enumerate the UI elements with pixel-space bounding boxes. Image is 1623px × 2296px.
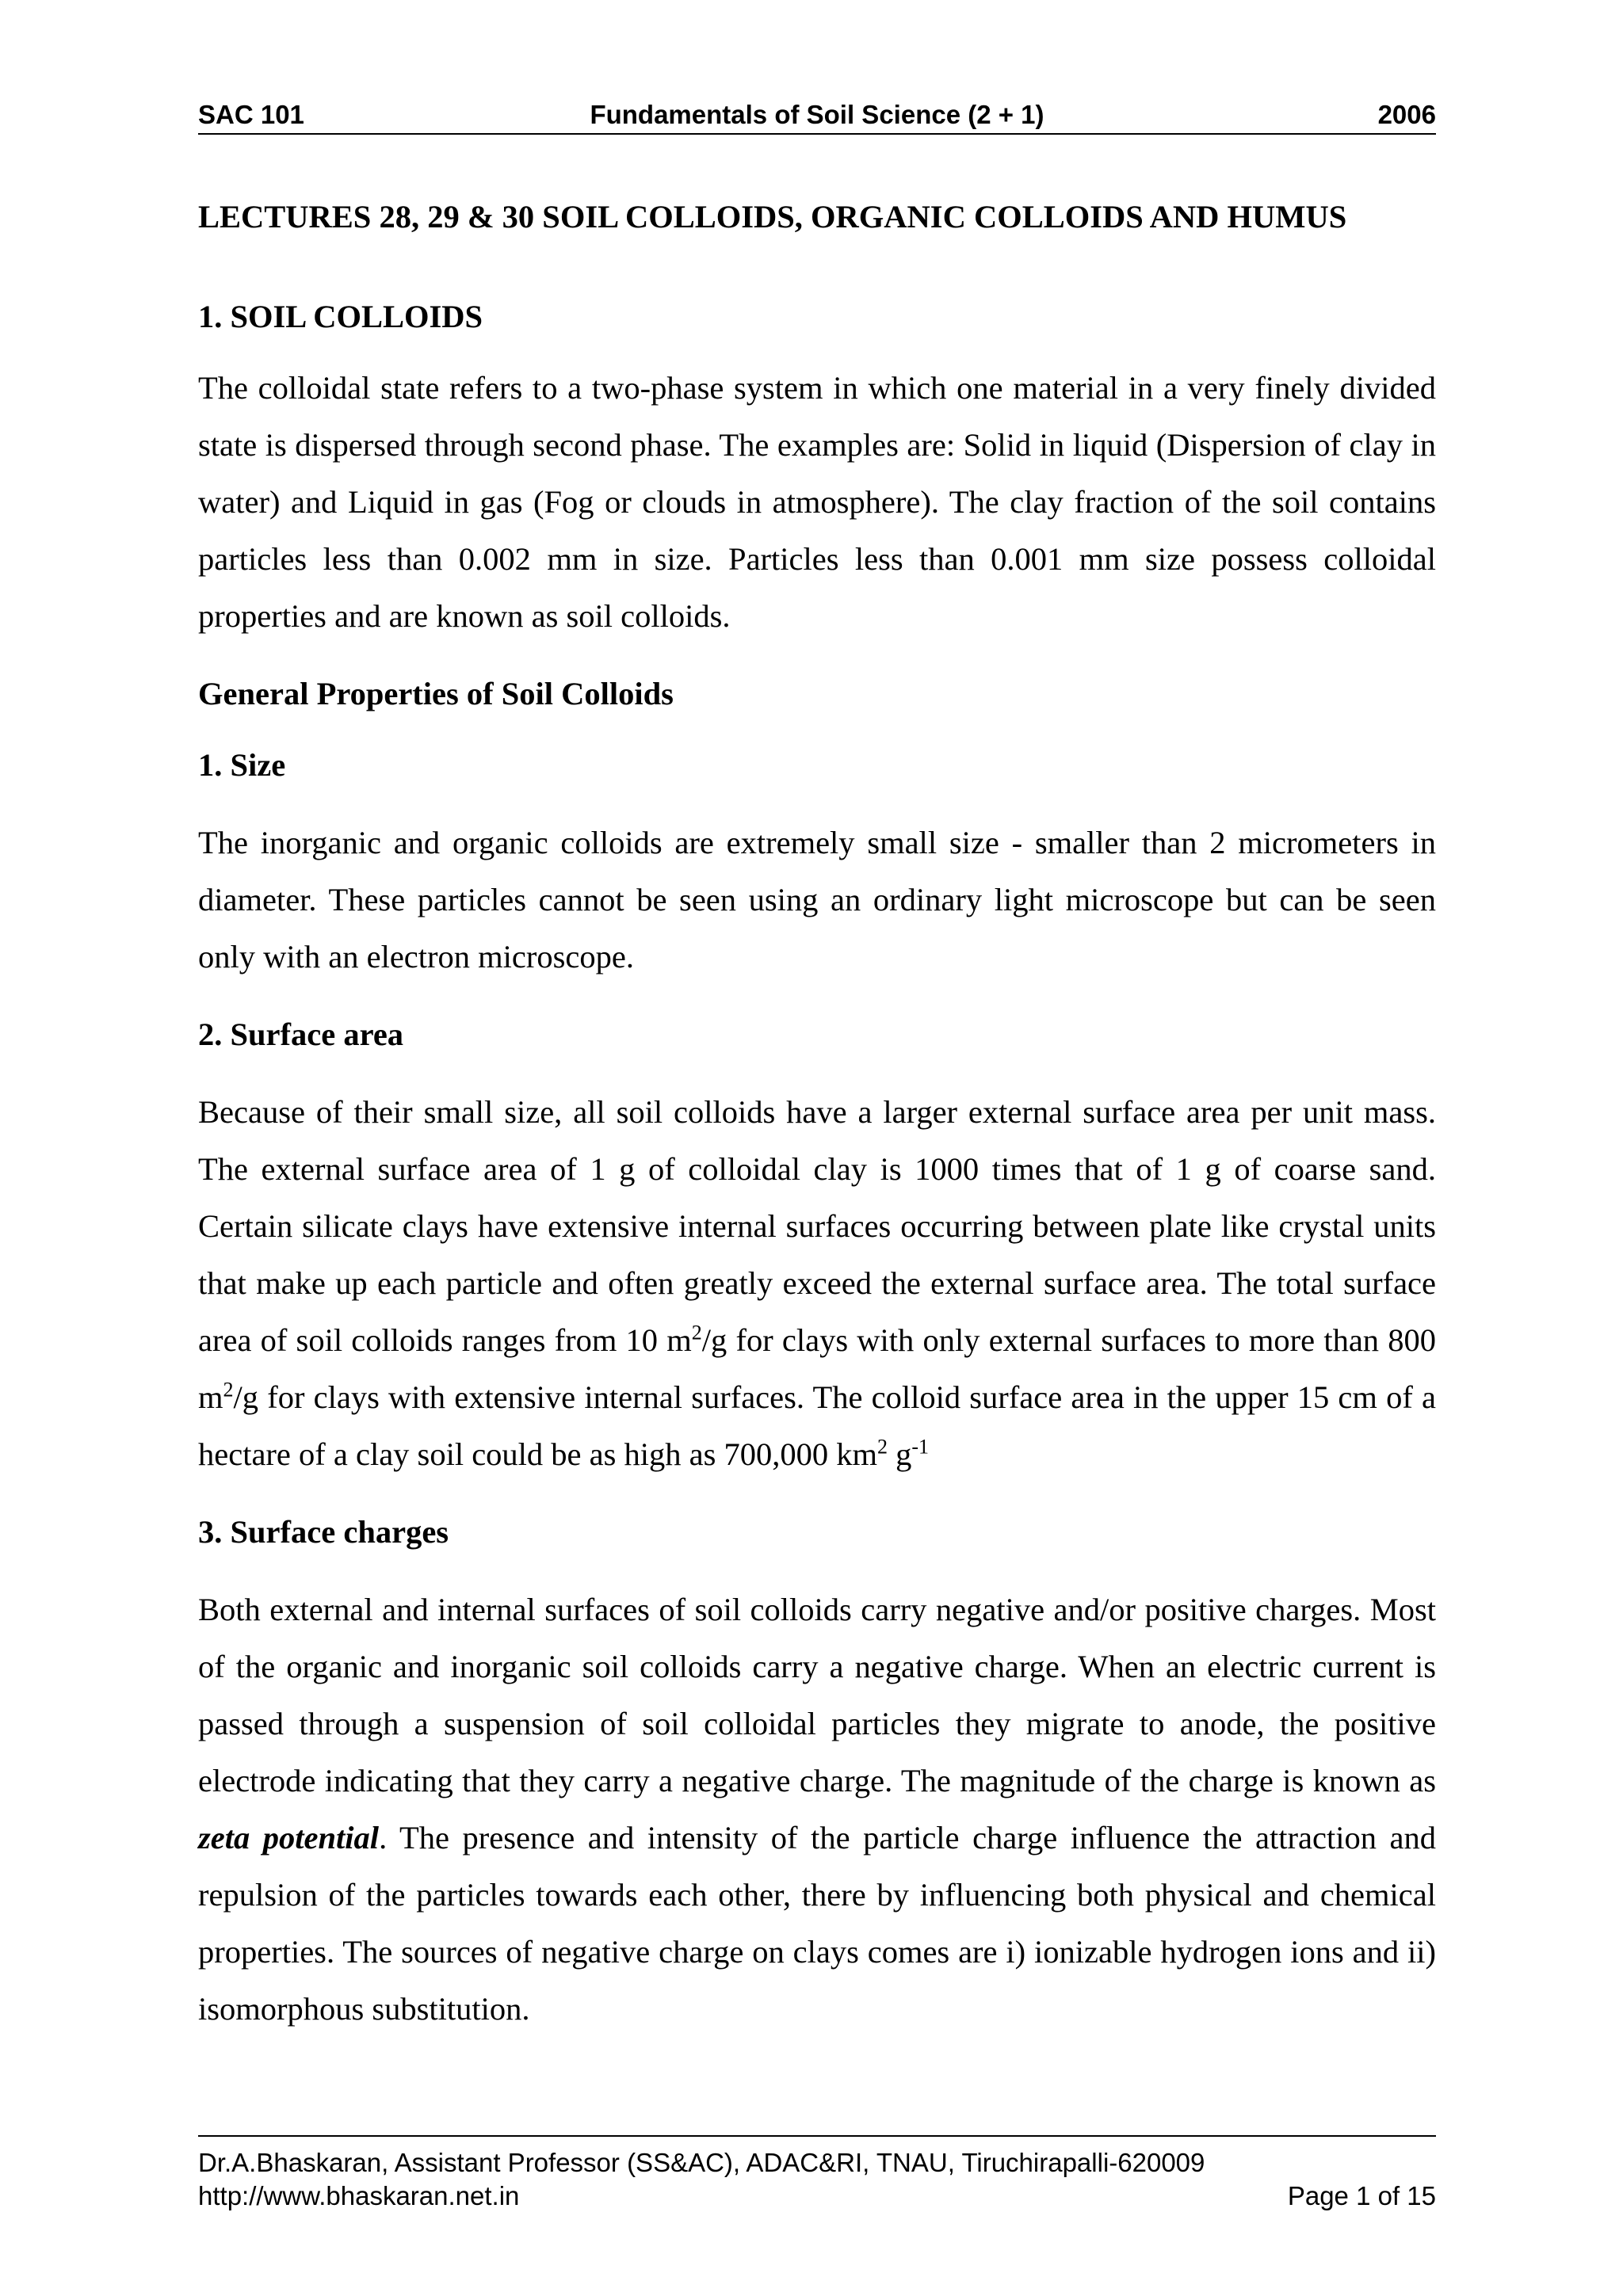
page-footer	[198, 2135, 1436, 2213]
surface-area-paragraph: Because of their small size, all soil colloids have a larger external surface area per unit mass. The external surface area of 1 g of colloidal clay is 1000 times that of 1 g of coarse sand. Certain silicate clays have extensive internal surfaces occurring between plate like crystal units that make up each particle and often greatly exceed the external surface area. The total surface area of soil colloids ranges from 10 $m^2/g$ for clays with only external surfaces to more than 800 $m^2/g$ for clays with extensive internal surfaces. The colloid surface area in the upper 15 cm of a hectare of a clay soil could be as high as 700,000 $km^2$ $g^{-1}$	[198, 1094, 1436, 1472]
size-paragraph: The inorganic and organic colloids are extremely small size - smaller than 2 micrometers in diameter. These particles cannot be seen using an ordinary light microscope but can be seen only with an electron microscope.	[198, 825, 1436, 974]
size-heading: 1. Size	[198, 747, 286, 783]
course-title: Fundamentals of Soil Science (2 + 1)	[590, 100, 1044, 129]
general-properties-heading: General Properties of Soil Colloids	[198, 676, 674, 711]
website-link[interactable]: http://www.bhaskaran.net.in	[198, 2181, 520, 2210]
page-body	[198, 179, 1436, 2038]
surface-charges-heading: 3. Surface charges	[198, 1514, 449, 1550]
author-line: Dr.A.Bhaskaran, Assistant Professor (SS&AC), ADAC&RI, TNAU, Tiruchirapalli-620009	[198, 2148, 1205, 2177]
page-header	[198, 97, 1436, 135]
course-code: SAC 101	[198, 100, 304, 129]
intro-paragraph: The colloidal state refers to a two-phase system in which one material in a very finely divided state is dispersed through second phase. The examples are: Solid in liquid (Dispersion of clay in water) and Liquid in gas (Fog or clouds in atmosphere). The clay fraction of the soil contains particles less than 0.002 mm in size. Particles less than 0.001 mm size possess colloidal properties and are known as soil colloids.	[198, 370, 1436, 634]
surface-area-heading: 2. Surface area	[198, 1016, 404, 1052]
zeta-potential-term: zeta potential	[198, 1820, 380, 1855]
surface-charges-paragraph: Both external and internal surfaces of soil colloids carry negative and/or positive charges. Most of the organic and inorganic soil colloids carry a negative charge. When an electric current is passed through a suspension of soil colloidal particles they migrate to anode, the positive electrode indicating that they carry a negative charge. The magnitude of the charge is known as zeta potential. The presence and intensity of the particle charge influence the attraction and repulsion of the particles towards each other, there by influencing both physical and chemical properties. The sources of negative charge on clays comes are i) ionizable hydrogen ions and ii) isomorphous substitution.	[198, 1592, 1436, 2027]
section-heading-soil-colloids: 1. SOIL COLLOIDS	[198, 299, 483, 334]
header-year: 2006	[1377, 100, 1436, 129]
page-number: Page 1 of 15	[1287, 2181, 1436, 2210]
lecture-title: LECTURES 28, 29 & 30 SOIL COLLOIDS, ORGANIC COLLOIDS AND HUMUS	[198, 199, 1347, 235]
